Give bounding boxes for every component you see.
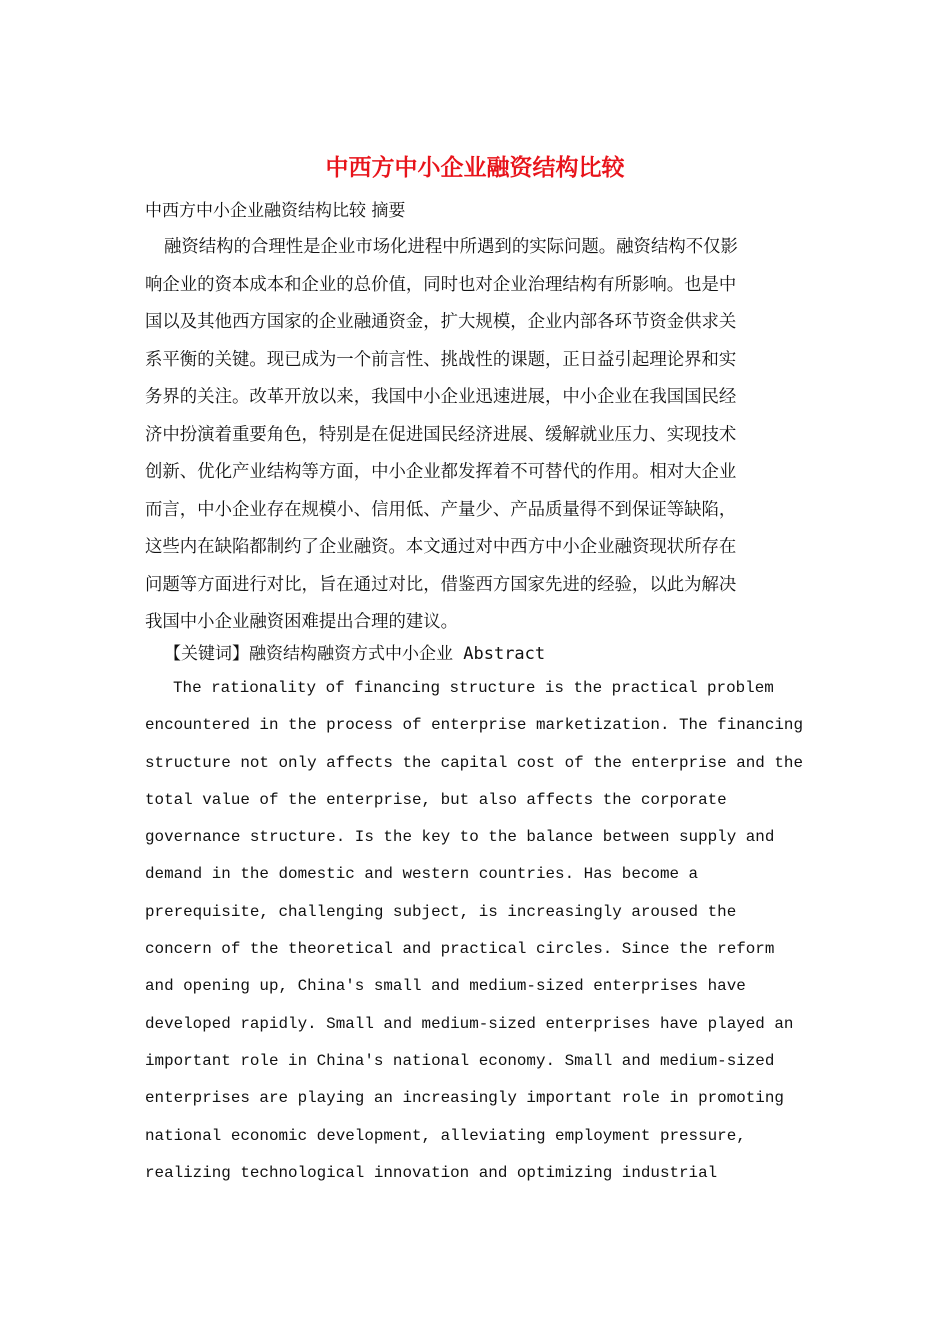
- abstract-cn-line: 响企业的资本成本和企业的总价值，同时也对企业治理结构有所影响。也是中: [145, 274, 737, 295]
- abstract-cn-line: 我国中小企业融资困难提出合理的建议。: [145, 612, 459, 632]
- abstract-en-line: realizing technological innovation and optimizing industrial: [145, 1163, 718, 1182]
- abstract-cn-line: 融资结构的合理性是企业市场化进程中所遇到的实际问题。融资结构不仅影: [164, 237, 738, 257]
- abstract-cn-line: 这些内在缺陷都制约了企业融资。本文通过对中西方中小企业融资现状所存在: [145, 537, 737, 557]
- abstract-en-line: prerequisite, challenging subject, is increasingly aroused the: [145, 902, 737, 921]
- document-title: 中西方中小企业融资结构比较: [325, 154, 625, 181]
- abstract-en-line: demand in the domestic and western countries. Has become a: [145, 865, 699, 884]
- keywords-label: 【关键词】融资结构融资方式中小企业: [164, 644, 453, 664]
- abstract-cn: [145, 232, 825, 645]
- document-subtitle: 中西方中小企业融资结构比较 摘要: [145, 201, 406, 221]
- abstract-en-line: encountered in the process of enterprise marketization. The financing: [145, 716, 803, 735]
- abstract-en-line: national economic development, alleviating employment pressure,: [145, 1126, 746, 1145]
- abstract-cn-line: 系平衡的关键。现已成为一个前言性、挑战性的课题，正日益引起理论界和实: [145, 349, 737, 370]
- abstract-cn-line: 济中扮演着重要角色，特别是在促进国民经济进展、缓解就业压力、实现技术: [145, 424, 737, 445]
- abstract-cn-line: 而言，中小企业存在规模小、信用低、产量少、产品质量得不到保证等缺陷，: [145, 499, 737, 520]
- abstract-en-line: enterprises are playing an increasingly important role in promoting: [145, 1089, 784, 1108]
- abstract-en-line: structure not only affects the capital cost of the enterprise and the: [145, 753, 803, 772]
- abstract-en-line: and opening up, China's small and medium-sized enterprises have: [145, 977, 746, 996]
- abstract-en-line: concern of the theoretical and practical circles. Since the reform: [145, 940, 775, 959]
- abstract-en-line: developed rapidly. Small and medium-sized enterprises have played an: [145, 1014, 794, 1033]
- abstract-en-line: important role in China's national economy. Small and medium-sized: [145, 1051, 775, 1070]
- abstract-cn-line: 务界的关注。改革开放以来，我国中小企业迅速进展，中小企业在我国国民经: [145, 387, 737, 407]
- abstract-cn-line: 问题等方面进行对比，旨在通过对比，借鉴西方国家先进的经验，以此为解决: [145, 574, 737, 595]
- keywords-line: [164, 641, 545, 667]
- abstract-en-line: total value of the enterprise, but also affects the corporate: [145, 790, 727, 809]
- abstract-en-line: governance structure. Is the key to the balance between supply and: [145, 828, 775, 847]
- abstract-en-line: The rationality of financing structure is the practical problem: [173, 679, 774, 697]
- abstract-cn-line: 创新、优化产业结构等方面，中小企业都发挥着不可替代的作用。相对大企业: [145, 462, 737, 482]
- abstract-en-heading: Abstract: [463, 644, 546, 664]
- abstract-cn-line: 国以及其他西方国家的企业融通资金，扩大规模，企业内部各环节资金供求关: [145, 312, 737, 332]
- abstract-en: [145, 674, 825, 1196]
